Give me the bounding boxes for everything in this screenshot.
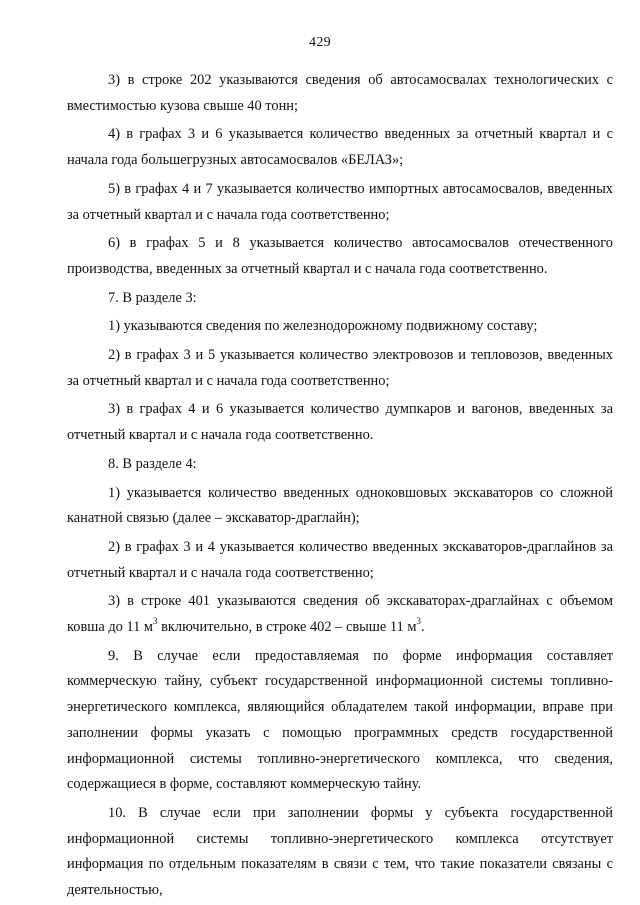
paragraph-9: 9. В случае если предоставляемая по форме информация составляет коммерческую тайну, субъект государственной информационной системы топливно-энергетического комплекса, являющийся обладателем такой информации, вправе при заполнении формы указать с помощью программных средств государственной информационной системы топливно-энергетического комплекса, что сведения, содержащиеся в форме, составляют коммерческую тайну. [67,647,613,793]
section-4-item-2: 2) в графах 3 и 4 указывается количество введенных экскаваторов-драглайнов за отчетный квартал и с начала года соответственно; [67,538,613,581]
section-4-item-3-end: . [420,619,425,636]
section-3-item-2: 2) в графах 3 и 5 указывается количество электровозов и тепловозов, введенных за отчетный квартал и с начала года соответственно; [67,347,613,389]
section-4-item-1: 1) указывается количество введенных одноковшовых экскаваторов со сложной канатной связью (далее – экскаватор-драглайн); [67,484,613,527]
section-4-item-3-text: 3) в строке 401 указываются сведения об экскаваторах-драглайнах с объемом ковша до 11 м [67,593,613,636]
superscript-3-end: 3 [416,616,421,627]
superscript-3: 3 [153,616,158,627]
paragraph-item-3: 3) в строке 202 указываются сведения об автосамосвалах технологических с вместимостью кузова свыше 40 тонн; [67,72,613,114]
document-body [67,68,613,904]
paragraph-10: 10. В случае если при заполнении формы у субъекта государственной информационной системы топливно-энергетического комплекса отсутствует информация по отдельным показателям в связи с тем, что такие показатели связаны с деятельностью, [67,804,613,899]
paragraph-item-6: 6) в графах 5 и 8 указывается количество автосамосвалов отечественного производства, введенных за отчетный квартал и с начала года соответственно. [67,235,613,277]
section-3-item-3: 3) в графах 4 и 6 указывается количество думпкаров и вагонов, введенных за отчетный квартал и с начала года соответственно. [67,401,613,444]
page-number: 429 [309,35,331,50]
paragraph-item-4: 4) в графах 3 и 6 указывается количество введенных за отчетный квартал и с начала года большегрузных автосамосвалов «БЕЛАЗ»; [67,126,613,169]
section-4-heading: 8. В разделе 4: [108,455,197,472]
section-4-item-3-mid: включительно, в строке 402 – свыше 11 м [157,619,417,636]
section-4-item-3 [67,589,613,640]
paragraph-item-5: 5) в графах 4 и 7 указывается количество импортных автосамосвалов, введенных за отчетный квартал и с начала года соответственно; [67,180,613,223]
section-3-heading: 7. В разделе 3: [108,289,197,306]
section-3-item-1: 1) указываются сведения по железнодорожному подвижному составу; [108,318,538,335]
